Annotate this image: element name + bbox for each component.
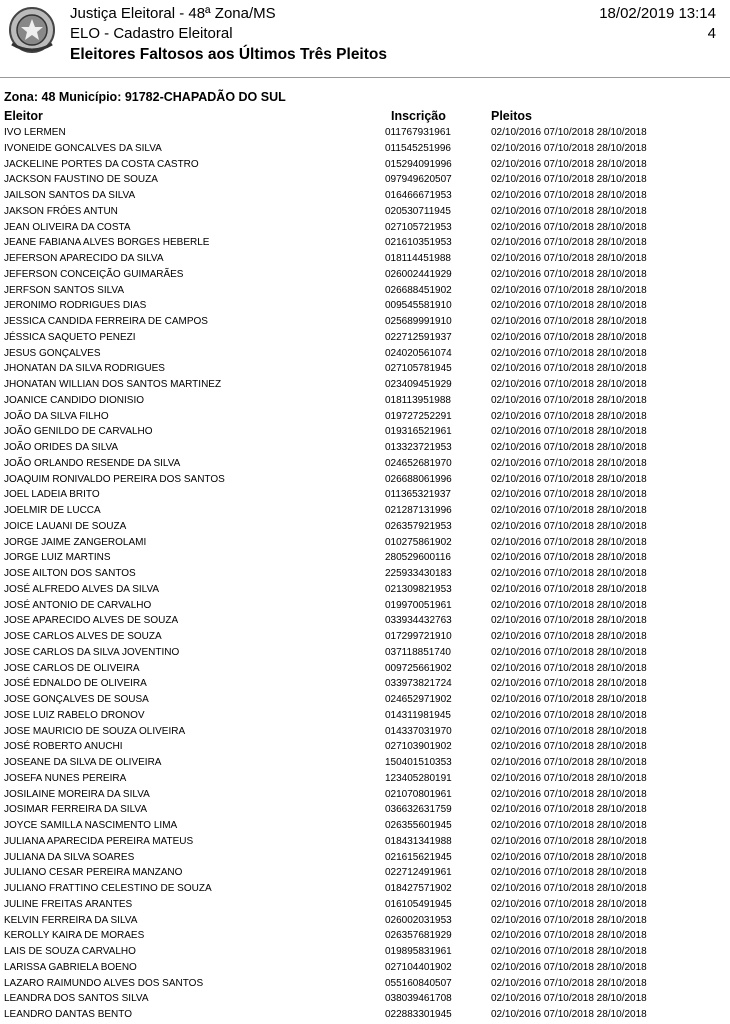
voter-name-cell: JAILSON SANTOS DA SILVA [4,190,136,201]
voter-name-cell: IVONEIDE GONCALVES DA SILVA [4,142,162,154]
inscricao-cell: 021070801961 [385,788,452,800]
voter-name-cell: LAIS DE SOUZA CARVALHO [4,946,136,957]
pleitos-cell: 02/10/2016 07/10/2018 28/10/2018 [491,694,647,705]
inscricao-cell: 025689991910 [385,316,452,327]
table-row [0,802,730,818]
pleitos-cell: 02/10/2016 07/10/2018 28/10/2018 [491,410,647,422]
inscricao-cell: 123405280191 [385,772,452,784]
voter-name-cell: JESSICA CANDIDA FERREIRA DE CAMPOS [4,316,208,327]
voter-name-cell: JOÃO ORLANDO RESENDE DA SILVA [4,457,181,469]
inscricao-cell: 038039461708 [385,993,452,1005]
column-header-eleitor: Eleitor [4,109,43,123]
pleitos-cell: 02/10/2016 07/10/2018 28/10/2018 [491,552,647,564]
inscricao-cell: 021615621945 [385,851,452,863]
voter-name-cell: JAKSON FRÓES ANTUN [4,205,118,217]
voter-name-cell: JHONATAN DA SILVA RODRIGUES [4,363,165,375]
voter-name-cell: JOSE CARLOS DE OLIVEIRA [4,662,140,674]
pleitos-cell: 02/10/2016 07/10/2018 28/10/2018 [491,426,647,438]
pleitos-cell: 02/10/2016 07/10/2018 28/10/2018 [491,804,647,816]
table-row [0,913,730,929]
pleitos-cell: 02/10/2016 07/10/2018 28/10/2018 [491,457,647,469]
voter-name-cell: JÉSSICA SAQUETO PENEZI [4,331,136,343]
inscricao-cell: 019895831961 [385,946,452,957]
voter-name-cell: LARISSA GABRIELA BOENO [4,961,137,973]
voter-name-cell: JOSE GONÇALVES DE SOUSA [4,694,149,705]
inscricao-cell: 009725661902 [385,662,452,674]
table-row [0,346,730,362]
voter-name-cell: JOSÉ EDNALDO DE OLIVEIRA [4,678,147,690]
voter-name-cell: JOÃO DA SILVA FILHO [4,410,109,422]
inscricao-cell: 011545251996 [385,142,451,154]
pleitos-cell: 02/10/2016 07/10/2018 28/10/2018 [491,820,647,831]
voter-name-cell: JOSE CARLOS ALVES DE SOUZA [4,631,162,642]
voter-name-cell: JOSE APARECIDO ALVES DE SOUZA [4,615,179,627]
pleitos-cell: 02/10/2016 07/10/2018 28/10/2018 [491,158,647,170]
voter-name-cell: JOSE LUIZ RABELO DRONOV [4,709,145,721]
inscricao-cell: 021309821953 [385,583,452,595]
voter-name-cell: JEAN OLIVEIRA DA COSTA [4,221,131,233]
inscricao-cell: 150401510353 [385,757,452,768]
pleitos-cell: 02/10/2016 07/10/2018 28/10/2018 [491,788,647,800]
inscricao-cell: 026357681929 [385,930,452,942]
voter-name-cell: JERONIMO RODRIGUES DIAS [4,300,147,312]
pleitos-cell: 02/10/2016 07/10/2018 28/10/2018 [491,205,647,217]
table-row [0,267,730,283]
pleitos-cell: 02/10/2016 07/10/2018 28/10/2018 [491,993,647,1005]
inscricao-cell: 026002031953 [385,914,452,926]
voter-name-cell: KEROLLY KAIRA DE MORAES [4,930,145,942]
table-row [0,314,730,330]
pleitos-cell: 02/10/2016 07/10/2018 28/10/2018 [491,646,647,658]
pleitos-cell: 02/10/2016 07/10/2018 28/10/2018 [491,568,647,579]
inscricao-cell: 225933430183 [385,568,452,579]
voter-table-body [0,125,730,1023]
pleitos-cell: 02/10/2016 07/10/2018 28/10/2018 [491,741,647,753]
table-row [0,944,730,960]
inscricao-cell: 037118851740 [385,646,451,658]
inscricao-cell: 010275861902 [385,536,452,548]
page-number: 4 [707,25,716,42]
inscricao-cell: 013323721953 [385,442,452,453]
pleitos-cell: 02/10/2016 07/10/2018 28/10/2018 [491,505,647,516]
table-row [0,424,730,440]
inscricao-cell: 011767931961 [385,127,451,138]
table-row [0,928,730,944]
pleitos-cell: 02/10/2016 07/10/2018 28/10/2018 [491,772,647,784]
pleitos-cell: 02/10/2016 07/10/2018 28/10/2018 [491,930,647,942]
inscricao-cell: 021287131996 [385,505,452,516]
voter-name-cell: LAZARO RAIMUNDO ALVES DOS SANTOS [4,977,204,989]
inscricao-cell: 021610351953 [385,237,452,249]
voter-name-cell: JOSILAINE MOREIRA DA SILVA [4,788,150,800]
inscricao-cell: 022712591937 [385,331,452,343]
inscricao-cell: 015294091996 [385,158,452,170]
voter-name-cell: JACKSON FAUSTINO DE SOUZA [4,174,158,186]
voter-name-cell: JEFERSON CONCEIÇÃO GUIMARÃES [4,268,184,280]
table-row [0,897,730,913]
voter-name-cell: JULIANO FRATTINO CELESTINO DE SOUZA [4,883,212,894]
inscricao-cell: 019727252291 [385,410,452,422]
table-row [0,456,730,472]
inscricao-cell: 026355601945 [385,820,452,831]
pleitos-cell: 02/10/2016 07/10/2018 28/10/2018 [491,662,647,674]
inscricao-cell: 018113951988 [385,394,451,406]
inscricao-cell: 022883301945 [385,1009,452,1020]
table-row [0,472,730,488]
inscricao-cell: 016105491945 [385,898,452,910]
pleitos-cell: 02/10/2016 07/10/2018 28/10/2018 [491,127,647,138]
table-row [0,850,730,866]
pleitos-cell: 02/10/2016 07/10/2018 28/10/2018 [491,867,647,879]
table-row [0,157,730,173]
inscricao-cell: 280529600116 [385,552,451,564]
pleitos-cell: 02/10/2016 07/10/2018 28/10/2018 [491,678,647,690]
inscricao-cell: 018114451988 [385,253,451,264]
inscricao-cell: 024020561074 [385,347,452,359]
voter-name-cell: JULIANA DA SILVA SOARES [4,851,135,863]
pleitos-cell: 02/10/2016 07/10/2018 28/10/2018 [491,347,647,359]
table-row [0,960,730,976]
table-row [0,125,730,141]
table-row [0,251,730,267]
table-row [0,787,730,803]
pleitos-cell: 02/10/2016 07/10/2018 28/10/2018 [491,709,647,721]
inscricao-cell: 033973821724 [385,678,452,690]
inscricao-cell: 017299721910 [385,631,452,642]
voter-name-cell: JULINE FREITAS ARANTES [4,898,133,910]
inscricao-cell: 018427571902 [385,883,452,894]
inscricao-cell: 011365321937 [385,489,451,501]
voter-name-cell: JERFSON SANTOS SILVA [4,284,125,296]
table-row [0,771,730,787]
voter-name-cell: JULIANA APARECIDA PEREIRA MATEUS [4,835,194,847]
voter-name-cell: IVO LERMEN [4,127,66,138]
table-row [0,361,730,377]
table-row [0,629,730,645]
inscricao-cell: 033934432763 [385,615,452,627]
report-header [0,0,730,78]
inscricao-cell: 026002441929 [385,268,452,280]
pleitos-cell: 02/10/2016 07/10/2018 28/10/2018 [491,599,647,611]
coat-of-arms-icon [6,4,58,56]
voter-name-cell: JOANICE CANDIDO DIONISIO [4,394,145,406]
pleitos-cell: 02/10/2016 07/10/2018 28/10/2018 [491,757,647,768]
inscricao-cell: 026357921953 [385,520,452,532]
table-row [0,645,730,661]
pleitos-cell: 02/10/2016 07/10/2018 28/10/2018 [491,394,647,406]
voter-name-cell: JHONATAN WILLIAN DOS SANTOS MARTINEZ [4,379,222,390]
report-datetime: 18/02/2019 13:14 [599,5,716,22]
inscricao-cell: 097949620507 [385,174,452,186]
inscricao-cell: 019970051961 [385,599,452,611]
voter-name-cell: JOICE LAUANI DE SOUZA [4,520,127,532]
voter-name-cell: JOSE AILTON DOS SANTOS [4,568,136,579]
pleitos-cell: 02/10/2016 07/10/2018 28/10/2018 [491,883,647,894]
table-row [0,487,730,503]
voter-name-cell: JOÃO GENILDO DE CARVALHO [4,426,153,438]
voter-name-cell: JORGE LUIZ MARTINS [4,552,111,564]
column-header-inscricao: Inscrição [391,109,446,123]
inscricao-cell: 019316521961 [385,426,452,438]
inscricao-cell: 023409451929 [385,379,452,390]
pleitos-cell: 02/10/2016 07/10/2018 28/10/2018 [491,268,647,280]
table-row [0,1007,730,1023]
pleitos-cell: 02/10/2016 07/10/2018 28/10/2018 [491,442,647,453]
table-row [0,235,730,251]
table-row [0,172,730,188]
table-row [0,283,730,299]
table-row [0,298,730,314]
table-row [0,613,730,629]
inscricao-cell: 014337031970 [385,725,452,737]
pleitos-cell: 02/10/2016 07/10/2018 28/10/2018 [491,914,647,926]
voter-name-cell: JOYCE SAMILLA NASCIMENTO LIMA [4,820,178,831]
pleitos-cell: 02/10/2016 07/10/2018 28/10/2018 [491,489,647,501]
voter-name-cell: JOELMIR DE LUCCA [4,505,101,516]
pleitos-cell: 02/10/2016 07/10/2018 28/10/2018 [491,725,647,737]
table-row [0,865,730,881]
inscricao-cell: 016466671953 [385,190,452,201]
table-row [0,991,730,1007]
inscricao-cell: 024652971902 [385,694,452,705]
pleitos-cell: 02/10/2016 07/10/2018 28/10/2018 [491,977,647,989]
inscricao-cell: 026688061996 [385,473,452,485]
voter-name-cell: JOSE MAURICIO DE SOUZA OLIVEIRA [4,725,186,737]
pleitos-cell: 02/10/2016 07/10/2018 28/10/2018 [491,253,647,264]
table-row [0,204,730,220]
voter-name-cell: JOSEANE DA SILVA DE OLIVEIRA [4,757,162,768]
table-row [0,881,730,897]
inscricao-cell: 027105721953 [385,221,452,233]
voter-name-cell: JOÃO ORIDES DA SILVA [4,442,119,453]
table-row [0,519,730,535]
voter-name-cell: KELVIN FERREIRA DA SILVA [4,914,138,926]
inscricao-cell: 020530711945 [385,205,451,217]
pleitos-cell: 02/10/2016 07/10/2018 28/10/2018 [491,615,647,627]
inscricao-cell: 027105781945 [385,363,452,375]
pleitos-cell: 02/10/2016 07/10/2018 28/10/2018 [491,300,647,312]
inscricao-cell: 027104401902 [385,961,452,973]
table-row [0,834,730,850]
voter-name-cell: JEFERSON APARECIDO DA SILVA [4,253,164,264]
table-row [0,566,730,582]
inscricao-cell: 024652681970 [385,457,452,469]
table-row [0,708,730,724]
system-name: ELO - Cadastro Eleitoral [70,25,233,42]
table-row [0,409,730,425]
inscricao-cell: 055160840507 [385,977,452,989]
pleitos-cell: 02/10/2016 07/10/2018 28/10/2018 [491,190,647,201]
table-row [0,582,730,598]
table-row [0,535,730,551]
table-row [0,818,730,834]
table-row [0,676,730,692]
pleitos-cell: 02/10/2016 07/10/2018 28/10/2018 [491,631,647,642]
table-row [0,377,730,393]
inscricao-cell: 026688451902 [385,284,452,296]
pleitos-cell: 02/10/2016 07/10/2018 28/10/2018 [491,583,647,595]
zone-municipality-line: Zona: 48 Município: 91782-CHAPADÃO DO SUL [4,90,286,104]
table-row [0,976,730,992]
table-row [0,739,730,755]
pleitos-cell: 02/10/2016 07/10/2018 28/10/2018 [491,174,647,186]
column-header-pleitos: Pleitos [491,109,532,123]
table-row [0,692,730,708]
voter-name-cell: JEANE FABIANA ALVES BORGES HEBERLE [4,237,210,249]
table-row [0,661,730,677]
voter-name-cell: JACKELINE PORTES DA COSTA CASTRO [4,158,199,170]
table-row [0,141,730,157]
pleitos-cell: 02/10/2016 07/10/2018 28/10/2018 [491,946,647,957]
voter-name-cell: JOSE CARLOS DA SILVA JOVENTINO [4,646,180,658]
table-row [0,440,730,456]
voter-name-cell: JESUS GONÇALVES [4,347,101,359]
table-row [0,393,730,409]
voter-name-cell: JOSÉ ALFREDO ALVES DA SILVA [4,583,160,595]
table-row [0,330,730,346]
voter-name-cell: JOEL LADEIA BRITO [4,489,100,501]
pleitos-cell: 02/10/2016 07/10/2018 28/10/2018 [491,331,647,343]
pleitos-cell: 02/10/2016 07/10/2018 28/10/2018 [491,961,647,973]
inscricao-cell: 014311981945 [385,709,451,721]
inscricao-cell: 009545581910 [385,300,452,312]
pleitos-cell: 02/10/2016 07/10/2018 28/10/2018 [491,835,647,847]
report-title: Eleitores Faltosos aos Últimos Três Pleitos [70,46,387,63]
table-row [0,598,730,614]
header-divider [0,77,730,78]
voter-name-cell: LEANDRO DANTAS BENTO [4,1009,132,1020]
inscricao-cell: 018431341988 [385,835,452,847]
table-row [0,550,730,566]
inscricao-cell: 036632631759 [385,804,452,816]
pleitos-cell: 02/10/2016 07/10/2018 28/10/2018 [491,363,647,375]
pleitos-cell: 02/10/2016 07/10/2018 28/10/2018 [491,536,647,548]
voter-name-cell: JOSÉ ROBERTO ANUCHI [4,741,123,753]
table-row [0,724,730,740]
voter-name-cell: JOAQUIM RONIVALDO PEREIRA DOS SANTOS [4,473,225,485]
pleitos-cell: 02/10/2016 07/10/2018 28/10/2018 [491,898,647,910]
pleitos-cell: 02/10/2016 07/10/2018 28/10/2018 [491,237,647,249]
pleitos-cell: 02/10/2016 07/10/2018 28/10/2018 [491,142,647,154]
pleitos-cell: 02/10/2016 07/10/2018 28/10/2018 [491,520,647,532]
table-row [0,220,730,236]
table-row [0,755,730,771]
pleitos-cell: 02/10/2016 07/10/2018 28/10/2018 [491,473,647,485]
pleitos-cell: 02/10/2016 07/10/2018 28/10/2018 [491,379,647,390]
pleitos-cell: 02/10/2016 07/10/2018 28/10/2018 [491,284,647,296]
voter-name-cell: JOSEFA NUNES PEREIRA [4,772,127,784]
voter-name-cell: JOSIMAR FERREIRA DA SILVA [4,804,147,816]
court-name: Justiça Eleitoral - 48ª Zona/MS [70,5,276,22]
voter-name-cell: LEANDRA DOS SANTOS SILVA [4,993,149,1005]
pleitos-cell: 02/10/2016 07/10/2018 28/10/2018 [491,851,647,863]
pleitos-cell: 02/10/2016 07/10/2018 28/10/2018 [491,316,647,327]
table-row [0,503,730,519]
voter-name-cell: JOSÉ ANTONIO DE CARVALHO [4,599,152,611]
pleitos-cell: 02/10/2016 07/10/2018 28/10/2018 [491,1009,647,1020]
voter-name-cell: JORGE JAIME ZANGEROLAMI [4,536,147,548]
inscricao-cell: 022712491961 [385,867,452,879]
table-row [0,188,730,204]
voter-name-cell: JULIANO CESAR PEREIRA MANZANO [4,867,183,879]
inscricao-cell: 027103901902 [385,741,452,753]
pleitos-cell: 02/10/2016 07/10/2018 28/10/2018 [491,221,647,233]
